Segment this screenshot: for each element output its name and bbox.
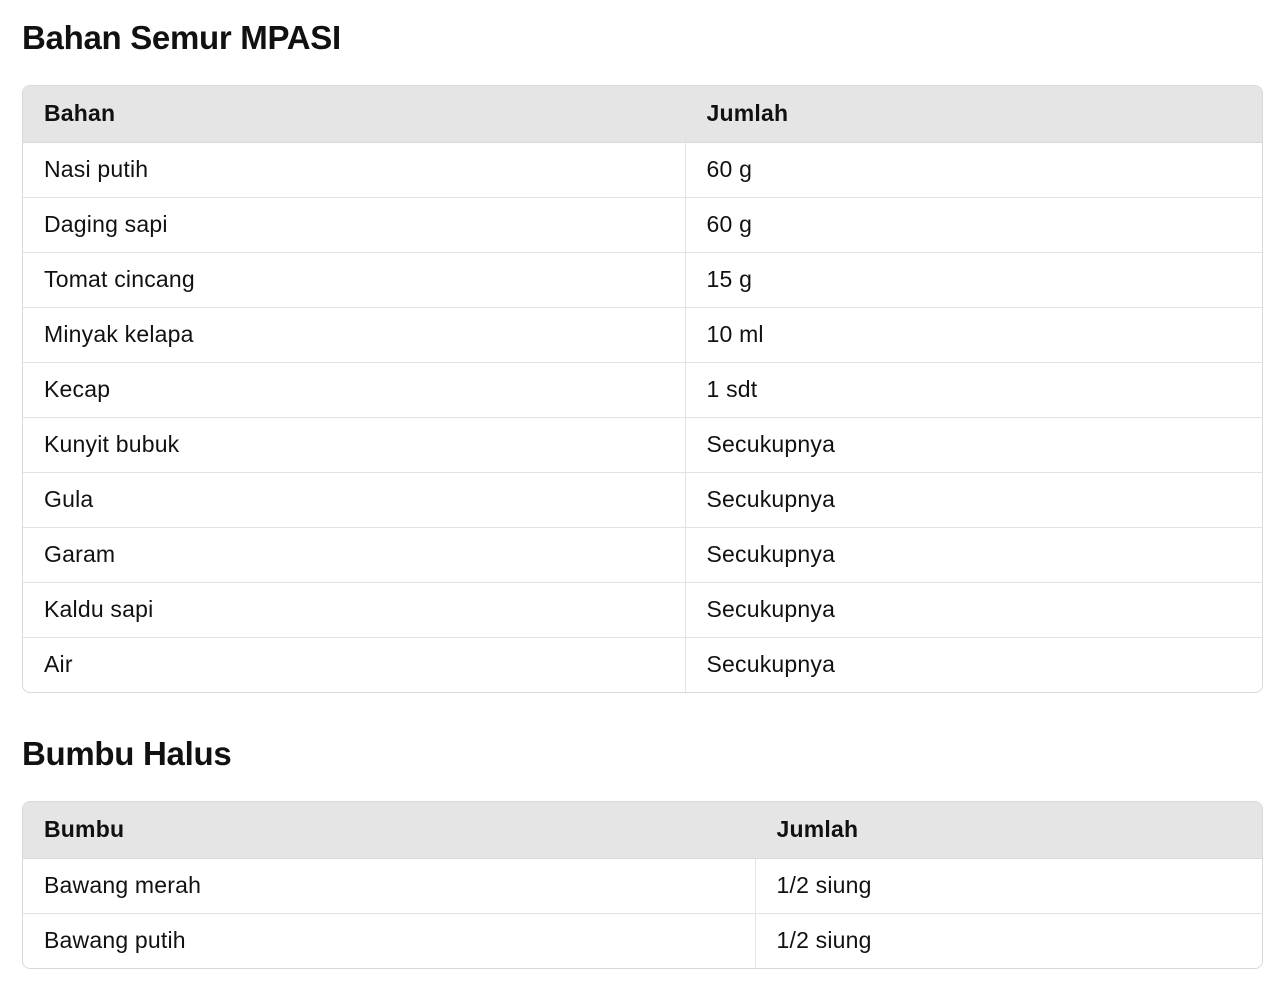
table-row: [23, 913, 1262, 968]
ingredient-amount: Secukupnya: [685, 582, 1262, 637]
table-row: [23, 197, 1262, 252]
table-row: [23, 307, 1262, 362]
table-header-row: [23, 86, 1262, 142]
spice-amount: 1/2 siung: [755, 858, 1262, 913]
ingredient-amount: 60 g: [685, 197, 1262, 252]
ingredient-name: Kunyit bubuk: [23, 417, 685, 472]
table-row: [23, 142, 1262, 197]
ingredient-name: Daging sapi: [23, 197, 685, 252]
spice-name: Bawang merah: [23, 858, 755, 913]
ingredient-amount: 15 g: [685, 252, 1262, 307]
column-header-jumlah: Jumlah: [685, 86, 1262, 142]
ingredient-name: Minyak kelapa: [23, 307, 685, 362]
table-row: [23, 637, 1262, 692]
section-title-bumbu: Bumbu Halus: [22, 735, 232, 772]
ingredient-amount: 1 sdt: [685, 362, 1262, 417]
section-title-bahan: Bahan Semur MPASI: [22, 19, 341, 56]
ingredient-name: Kecap: [23, 362, 685, 417]
table-row: [23, 527, 1262, 582]
ingredient-name: Nasi putih: [23, 142, 685, 197]
ingredient-name: Air: [44, 651, 73, 678]
column-header-bumbu: Bumbu: [23, 802, 755, 858]
table-header-row: [23, 802, 1262, 858]
ingredient-amount: Secukupnya: [685, 472, 1262, 527]
ingredient-amount: 60 g: [685, 142, 1262, 197]
column-header-bahan: Bahan: [23, 86, 685, 142]
table-row: [23, 858, 1262, 913]
spice-name: Bawang putih: [44, 927, 186, 954]
ingredient-amount: Secukupnya: [685, 417, 1262, 472]
ingredient-amount: 10 ml: [685, 307, 1262, 362]
ingredients-table: [22, 85, 1263, 693]
column-header-jumlah: Jumlah: [755, 802, 1262, 858]
table-row: [23, 582, 1262, 637]
ingredient-amount: Secukupnya: [685, 527, 1262, 582]
table-row: [23, 472, 1262, 527]
table-row: [23, 362, 1262, 417]
ingredient-name: Kaldu sapi: [23, 582, 685, 637]
ingredient-name: Tomat cincang: [23, 252, 685, 307]
ingredient-amount: Secukupnya: [685, 637, 1262, 692]
ingredient-name: Garam: [23, 527, 685, 582]
ingredient-name: Gula: [23, 472, 685, 527]
table-row: [23, 252, 1262, 307]
table-row: [23, 417, 1262, 472]
spices-table: [22, 801, 1263, 969]
spice-amount: 1/2 siung: [755, 913, 1262, 968]
